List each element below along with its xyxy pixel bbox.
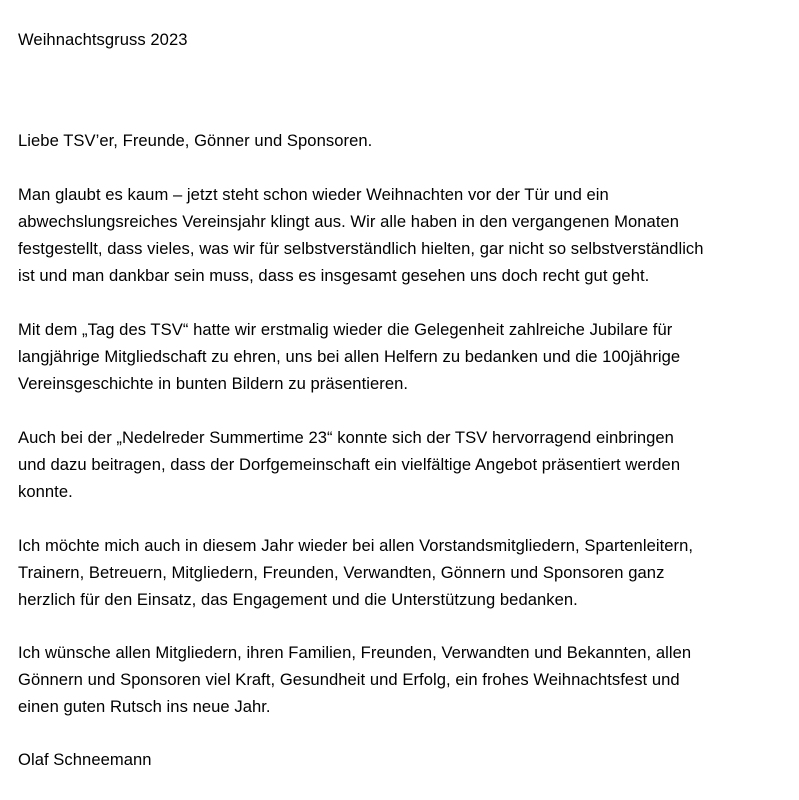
paragraph-line: abwechslungsreiches Vereinsjahr klingt aus. Wir alle haben in den vergangenen Monaten xyxy=(18,212,680,231)
paragraph-line: einen guten Rutsch ins neue Jahr. xyxy=(18,697,271,716)
document-title: Weihnachtsgruss 2023 xyxy=(18,30,188,49)
paragraph-line: Mit dem „Tag des TSV“ hatte wir erstmalig wieder die Gelegenheit zahlreiche Jubilare für xyxy=(18,320,673,339)
paragraph-line: festgestellt, dass vieles, was wir für selbstverständlich hielten, gar nicht so selbstverständlich xyxy=(18,239,704,258)
paragraph-line: Ich möchte mich auch in diesem Jahr wieder bei allen Vorstandsmitgliedern, Spartenleitern, xyxy=(18,536,694,555)
paragraph-line: Man glaubt es kaum – jetzt steht schon wieder Weihnachten vor der Tür und ein xyxy=(18,185,609,204)
paragraph-line: herzlich für den Einsatz, das Engagement und die Unterstützung bedanken. xyxy=(18,590,578,609)
paragraph-line: und dazu beitragen, dass der Dorfgemeinschaft ein vielfältige Angebot präsentiert werden xyxy=(18,455,681,474)
signature: Olaf Schneemann xyxy=(18,750,152,769)
paragraph-line: konnte. xyxy=(18,482,73,501)
paragraph-line: Trainern, Betreuern, Mitgliedern, Freunden, Verwandten, Gönnern und Sponsoren ganz xyxy=(18,563,665,582)
paragraph-line: Gönnern und Sponsoren viel Kraft, Gesundheit und Erfolg, ein frohes Weihnachtsfest und xyxy=(18,670,680,689)
paragraph-line: Auch bei der „Nedelreder Summertime 23“ konnte sich der TSV hervorragend einbringen xyxy=(18,428,674,447)
paragraph-line: langjährige Mitgliedschaft zu ehren, uns bei allen Helfern zu bedanken und die 100jährige xyxy=(18,347,681,366)
paragraph-line: Vereinsgeschichte in bunten Bildern zu präsentieren. xyxy=(18,374,409,393)
salutation: Liebe TSV’er, Freunde, Gönner und Sponsoren. xyxy=(18,131,373,150)
paragraph-line: ist und man dankbar sein muss, dass es insgesamt gesehen uns doch recht gut geht. xyxy=(18,266,650,285)
paragraph-line: Ich wünsche allen Mitgliedern, ihren Familien, Freunden, Verwandten und Bekannten, allen xyxy=(18,643,692,662)
